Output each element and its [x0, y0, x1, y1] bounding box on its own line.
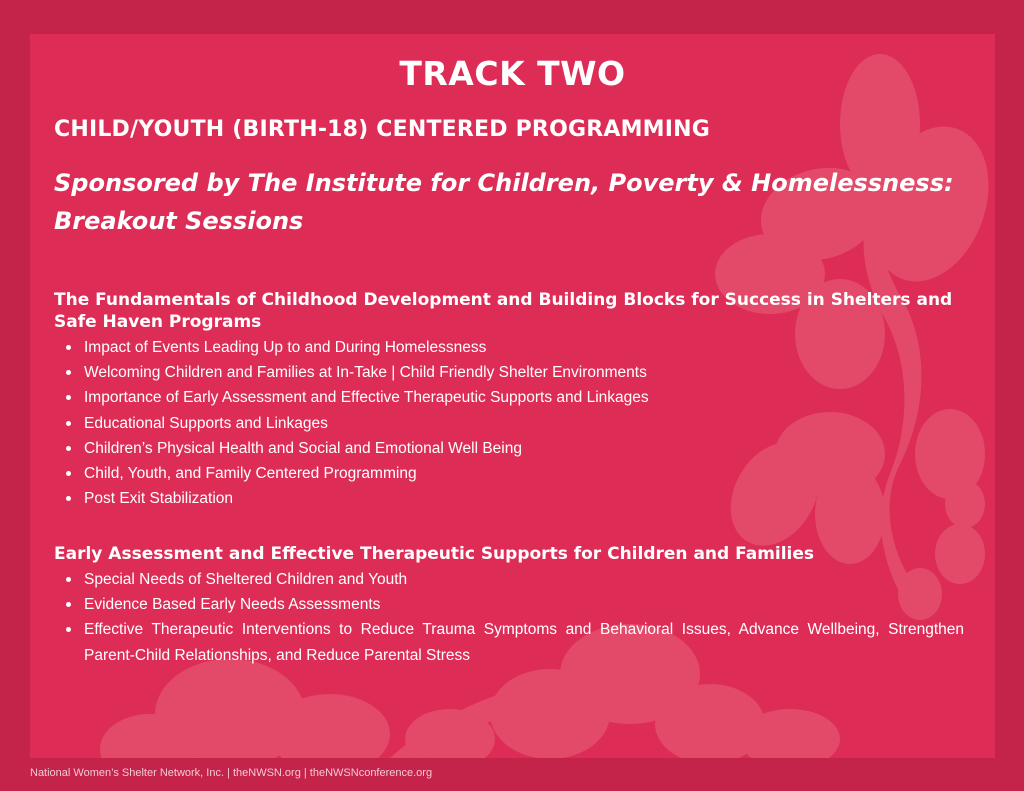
sponsor-line [54, 164, 974, 240]
bullet-icon [66, 395, 71, 400]
list-item [54, 360, 964, 385]
list-item-text: Post Exit Stabilization [84, 490, 234, 508]
list-item-text: Evidence Based Early Needs Assessments [84, 596, 381, 614]
section-heading: CHILD/YOUTH (BIRTH-18) CENTERED PROGRAMMING [54, 117, 711, 142]
list-item [54, 385, 964, 410]
sponsor-line-2: Breakout Sessions [54, 207, 304, 235]
bullet-icon [66, 602, 71, 607]
bullet-icon [66, 421, 71, 426]
list-item [54, 567, 964, 592]
list-item [54, 592, 964, 617]
session-1 [54, 289, 964, 511]
list-item-text: Effective Therapeutic Interventions to Reduce Trauma Symptoms and Behavioral Issues, Advance Wellbeing, Strengthen Parent-Child Relationships, and Reduce Parental Stress [84, 621, 964, 664]
list-item-text: Children’s Physical Health and Social and Emotional Well Being [84, 439, 522, 457]
list-item-text: Welcoming Children and Families at In-Take | Child Friendly Shelter Environments [84, 364, 647, 382]
bullet-icon [66, 446, 71, 451]
list-item-text: Impact of Events Leading Up to and During Homelessness [84, 339, 487, 356]
content [30, 34, 995, 758]
list-item-text: Special Needs of Sheltered Children and Youth [84, 571, 408, 588]
footer-text: National Women’s Shelter Network, Inc. | theNWSN.org | theNWSNconference.org [30, 767, 433, 779]
bullet-icon [66, 345, 71, 350]
content-panel [30, 34, 995, 758]
track-title: TRACK TWO [399, 54, 626, 93]
session-topic-list [54, 567, 964, 668]
list-item-text: Educational Supports and Linkages [84, 414, 328, 432]
bullet-icon [66, 627, 71, 632]
bullet-icon [66, 577, 71, 582]
list-item [54, 436, 964, 461]
sponsor-line-1: Sponsored by The Institute for Children, Poverty & Homelessness: [54, 169, 954, 197]
session-title: The Fundamentals of Childhood Development and Building Blocks for Success in Shelters and Safe Haven Programs [54, 290, 953, 332]
list-item [54, 411, 964, 436]
session-title: Early Assessment and Effective Therapeutic Supports for Children and Families [54, 544, 815, 564]
list-item [54, 617, 964, 667]
bullet-icon [66, 370, 71, 375]
bullet-icon [66, 496, 71, 501]
bullet-icon [66, 471, 71, 476]
list-item-text: Child, Youth, and Family Centered Programming [84, 465, 417, 483]
session-2 [54, 543, 964, 668]
session-topic-list [54, 335, 964, 511]
list-item [54, 486, 964, 511]
list-item-text: Importance of Early Assessment and Effective Therapeutic Supports and Linkages [84, 389, 649, 407]
list-item [54, 335, 964, 360]
list-item [54, 461, 964, 486]
